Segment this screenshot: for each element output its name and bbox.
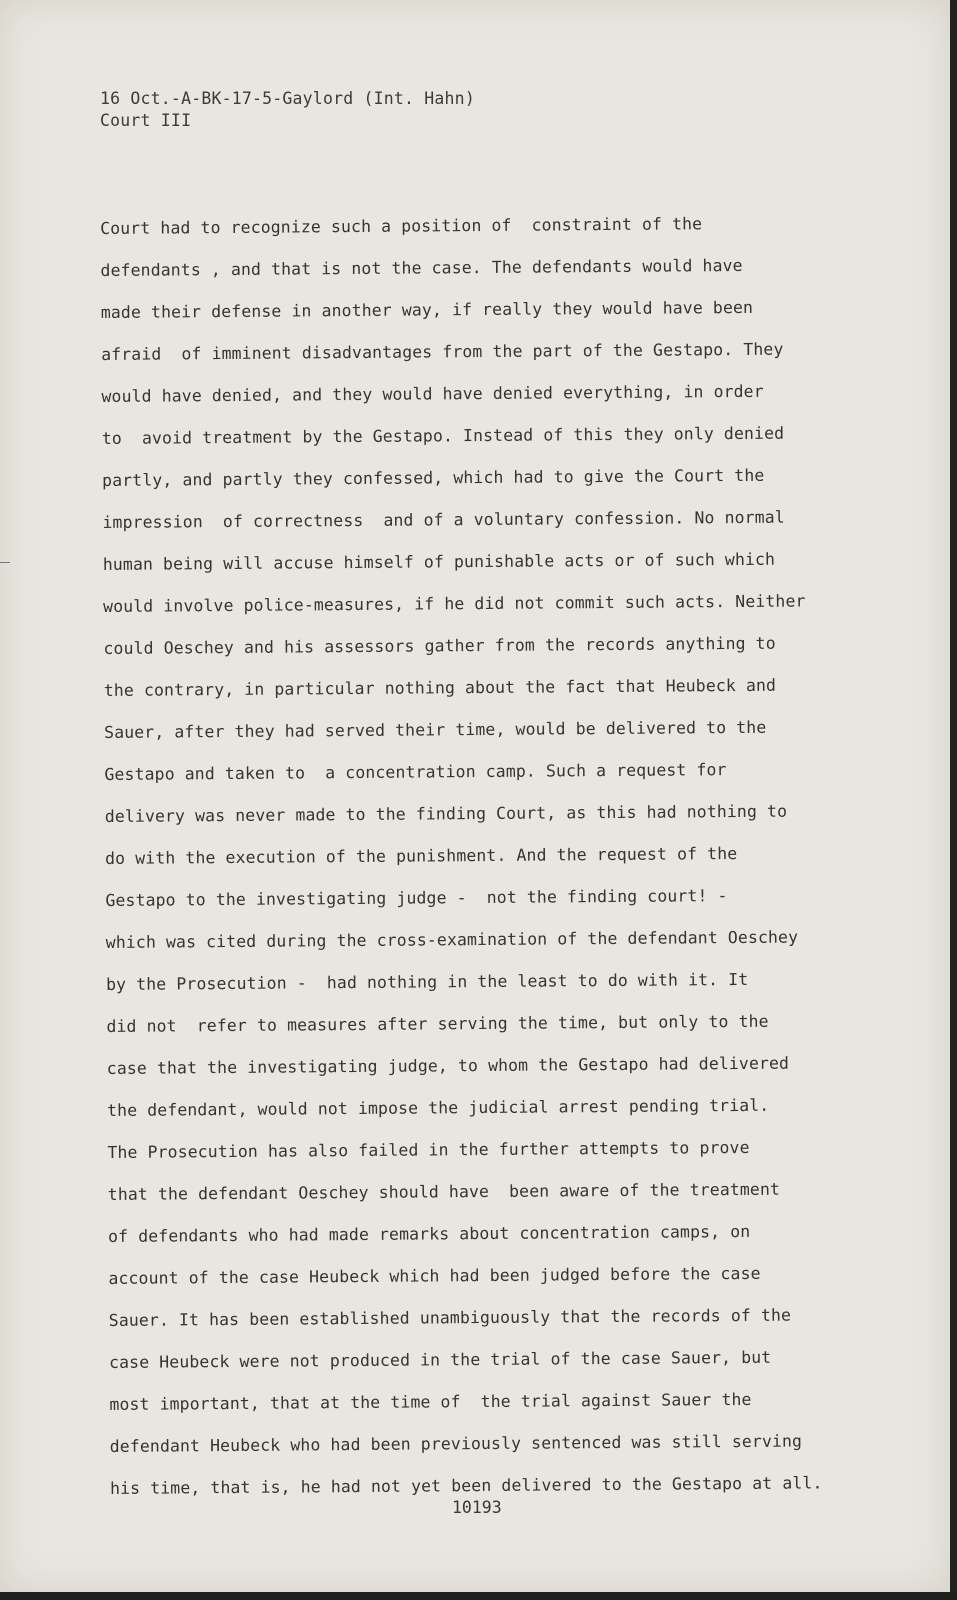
text-line: case that the investigating judge, to whom the Gestapo had delivered [106,1053,790,1078]
text-line: human being will accuse himself of punishable acts or of such which [102,549,776,574]
text-line: Court had to recognize such a position of constraint of the [100,214,703,238]
text-line: did not refer to measures after serving the time, but only to the [106,1011,769,1036]
document-header [100,88,475,132]
text-line: Sauer, after they had served their time, would be delivered to the [104,717,767,742]
text-line: which was cited during the cross-examination of the defendant Oeschey [105,927,799,952]
text-line: of defendants who had made remarks about concentration camps, on [108,1221,751,1246]
text-line: impression of correctness and of a voluntary confession. No normal [102,507,785,532]
text-line: The Prosecution has also failed in the further attempts to prove [107,1137,750,1162]
text-line: the contrary, in particular nothing about the fact that Heubeck and [103,675,777,700]
header-court: Court III [100,111,192,130]
text-line: Sauer. It has been established unambiguously that the records of the [108,1305,792,1330]
text-line: partly, and partly they confessed, which had to give the Court the [102,465,765,490]
text-line: account of the case Heubeck which had been judged before the case [108,1263,761,1288]
text-line: his time, that is, he had not yet been delivered to the Gestapo at all. [109,1473,823,1498]
text-line: do with the execution of the punishment. And the request of the [105,844,738,868]
text-line: Gestapo and taken to a concentration camp. Such a request for [104,760,727,784]
text-line: the defendant, would not impose the judicial arrest pending trial. [107,1095,770,1120]
text-line: to avoid treatment by the Gestapo. Instead of this they only denied [101,423,785,448]
text-line: delivery was never made to the finding Court, as this had nothing to [104,801,788,826]
text-line: afraid of imminent disadvantages from the part of the Gestapo. They [101,339,784,364]
header-reference: 16 Oct.-A-BK-17-5-Gaylord (Int. Hahn) [100,89,475,108]
text-line: by the Prosecution - had nothing in the least to do with it. It [106,969,749,994]
text-line: would involve police-measures, if he did not commit such acts. Neither [103,591,806,616]
text-line: defendants , and that is not the case. The defendants would have [100,255,743,280]
text-line: Gestapo to the investigating judge - not the finding court! - [105,886,728,910]
scan-edge-bottom [0,1592,957,1600]
margin-mark [0,562,10,563]
text-line: made their defense in another way, if really they would have been [100,297,754,322]
body-text [100,202,870,1510]
text-line: defendant Heubeck who had been previously sentenced was still serving [109,1431,803,1456]
text-line: most important, that at the time of the trial against Sauer the [109,1389,752,1414]
text-line: that the defendant Oeschey should have been aware of the treatment [107,1179,781,1204]
text-line: would have denied, and they would have denied everything, in order [101,381,764,406]
text-line: case Heubeck were not produced in the trial of the case Sauer, but [108,1347,772,1372]
scan-edge-right [950,0,957,1600]
text-line: could Oeschey and his assessors gather from the records anything to [103,633,776,658]
page-number: 10193 [452,1498,502,1517]
